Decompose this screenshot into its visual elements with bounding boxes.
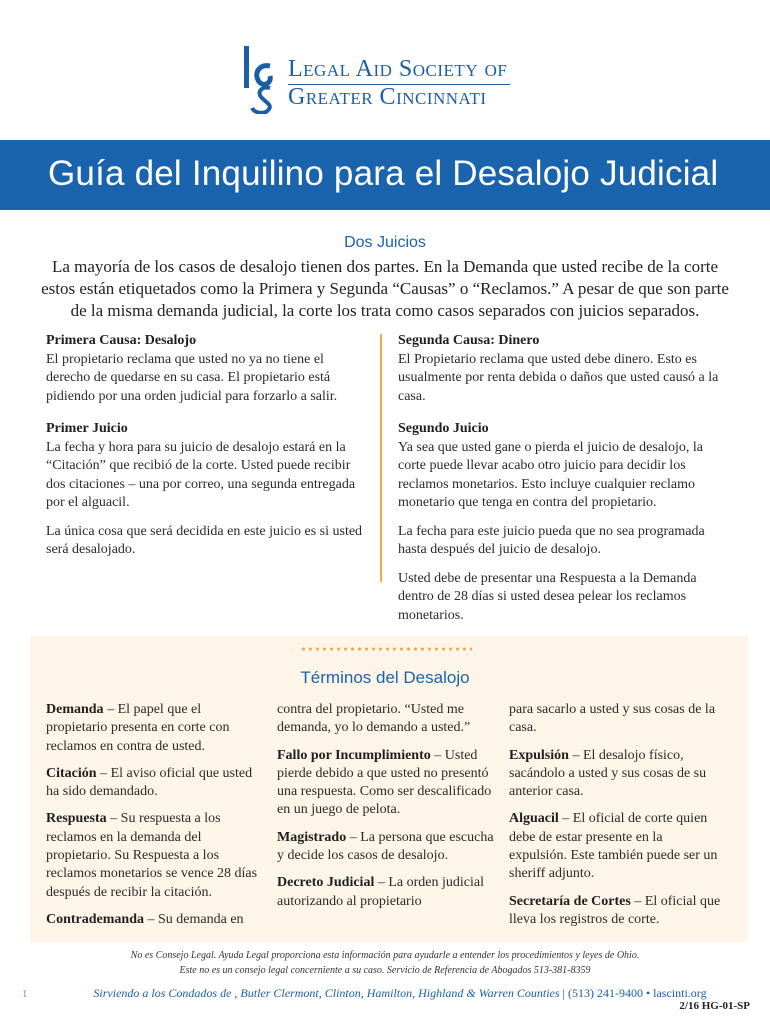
document-code: 2/16 HG-01-SP — [679, 1000, 750, 1012]
term-definition: – El desalojo físico, sacándolo a usted y sus cosas de su anterior casa. — [509, 747, 707, 800]
second-cause-block — [398, 332, 728, 406]
first-trial-text: La fecha y hora para su juicio de desalojo estará en la “Citación” que recibió de la corte. Usted puede recibir dos citaciones – una por correo, una segunda entregada por el alguacil. — [46, 439, 356, 510]
terms-column-1 — [46, 701, 264, 938]
term-expulsion — [509, 747, 721, 802]
term-name: Decreto Judicial — [277, 875, 375, 891]
las-logo-mark-icon — [240, 44, 280, 114]
term-decreto — [277, 874, 497, 911]
disclaimer-line-2: Este no es un consejo legal concerniente a su caso. Servicio de Referencia de Abogados 513-381-8359 — [179, 965, 591, 976]
term-citacion — [46, 765, 264, 802]
term-contrademanda-continued: contra del propietario. “Usted me demanda, yo lo demando a usted.” — [277, 702, 471, 736]
second-trial-text: Ya sea que usted gane o pierda el juicio de desalojo, la corte puede llevar acabo otro juicio para decidir los reclamos monetarios. Esto incluye cualquier reclamo monetario que tenga en contra del propietario. — [398, 439, 703, 510]
term-definition: – El oficial que lleva los registros de corte. — [509, 893, 721, 927]
term-decreto-continued: para sacarlo a usted y sus cosas de la casa. — [509, 702, 716, 736]
logo-line-1: Legal Aid Society of — [288, 56, 508, 82]
disclaimer-line-1: No es Consejo Legal. Ayuda Legal proporciona esta información para ayudarle a entender los procedimientos y leyes de Ohio. — [130, 950, 640, 961]
service-counties: Sirviendo a los Condados de , Butler Clermont, Clinton, Hamilton, Highland & Warren Counties — [93, 986, 560, 1000]
left-column — [46, 332, 368, 570]
terms-heading: Términos del Desalojo — [300, 668, 470, 687]
first-trial-title: Primer Juicio — [46, 421, 128, 436]
term-magistrado — [277, 829, 497, 866]
second-trial-title: Segundo Juicio — [398, 421, 489, 436]
term-name: Demanda — [46, 702, 104, 717]
term-demanda — [46, 701, 264, 756]
term-secretaria — [509, 893, 721, 930]
term-definition: – La persona que escucha y decide los casos de desalojo. — [277, 829, 494, 864]
term-definition: – La orden judicial autorizando al propietario — [277, 875, 484, 909]
term-name: Contrademanda — [46, 911, 145, 927]
term-name: Expulsión — [509, 747, 569, 763]
two-trials-heading: Dos Juicios — [344, 234, 426, 251]
term-definition: – Su respuesta a los reclamos en la demanda del propietario. Su Respuesta a los reclamos monetarios se vence 28 días después de recibir la citación. — [46, 811, 258, 900]
term-definition: – El papel que el propietario presenta en corte con reclamos en contra de usted. — [46, 702, 230, 754]
term-name: Fallo por Incumplimiento — [277, 747, 431, 763]
terms-column-3 — [509, 701, 721, 938]
trial-date-text: La fecha para este juicio pueda que no sea programada hasta después del juicio de desalojo. — [398, 523, 705, 557]
contact-phone-website: | (513) 241-9400 • lascinti.org — [559, 986, 707, 1000]
term-name: Respuesta — [46, 811, 107, 827]
first-trial-block — [46, 420, 368, 513]
service-area-line — [60, 986, 740, 1001]
only-thing-text: La única cosa que será decidida en este juicio es si usted será desalojado. — [46, 523, 363, 557]
second-cause-text: El Propietario reclama que usted debe dinero. Esto es usualmente por renta debida o daños que usted causó a la casa. — [398, 351, 719, 404]
first-cause-block — [46, 332, 368, 406]
term-name: Secretaría de Cortes — [509, 893, 631, 909]
title-banner — [0, 140, 770, 210]
column-divider — [380, 334, 382, 582]
terms-column-2 — [277, 701, 497, 920]
term-name: Alguacil — [509, 811, 559, 827]
term-fallo — [277, 747, 497, 820]
term-alguacil — [509, 810, 721, 883]
dotted-separator — [300, 646, 472, 652]
logo-line-2: Greater Cincinnati — [288, 84, 487, 110]
first-cause-text: El propietario reclama que usted no ya no tiene el derecho de quedarse en su casa. El propietario está pidiendo por una orden judicial para forzarlo a salir. — [46, 351, 338, 404]
second-cause-title: Segunda Causa: Dinero — [398, 333, 540, 348]
organization-logo — [240, 44, 530, 116]
term-definition: – Usted pierde debido a que usted no presentó una respuesta. Como ser descalificado en un juego de pelota. — [277, 747, 492, 818]
legal-disclaimer — [60, 948, 710, 978]
term-definition: – El oficial de corte quien debe de estar presente en la expulsión. Este también puede ser un sheriff adjunto. — [509, 811, 718, 882]
page-number: 1 — [22, 988, 28, 1000]
first-cause-title: Primera Causa: Desalojo — [46, 333, 197, 348]
two-trials-intro: La mayoría de los casos de desalojo tienen dos partes. En la Demanda que usted recibe de la corte estos están etiquetados como la Primera y Segunda “Causas” o “Reclamos.” A pesar de que son parte de la misma demanda judicial, la corte los trata como casos separados con juicios separados. — [41, 257, 729, 320]
page-title: Guía del Inquilino para el Desalojo Judicial — [48, 154, 719, 193]
right-column — [398, 332, 728, 635]
term-name: Magistrado — [277, 829, 347, 845]
term-definition: – Su demanda en — [144, 911, 244, 927]
term-name: Citación — [46, 765, 97, 781]
second-trial-block — [398, 420, 728, 513]
term-definition: – El aviso oficial que usted ha sido demandado. — [46, 765, 253, 800]
answer-deadline-text: Usted debe de presentar una Respuesta a la Demanda dentro de 28 días si usted desea pelear los reclamos monetarios. — [398, 570, 697, 623]
term-respuesta — [46, 810, 264, 901]
term-contrademanda — [46, 911, 264, 929]
